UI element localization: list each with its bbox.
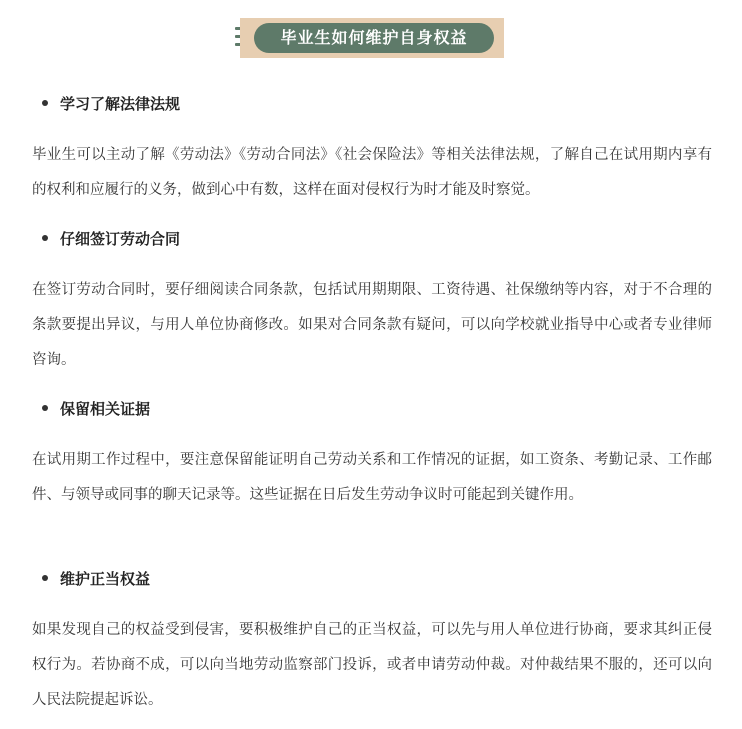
section-body-2: 在签订劳动合同时，要仔细阅读合同条款，包括试用期期限、工资待遇、社保缴纳等内容，对于不合理的条款要提出异议，与用人单位协商修改。如果对合同条款有疑问，可以向学校就业指导中心或者专业律师咨询。 bbox=[32, 282, 712, 368]
page-title: 毕业生如何维护自身权益 bbox=[254, 23, 494, 53]
bullet-icon bbox=[42, 235, 48, 241]
section-heading-4 bbox=[42, 568, 150, 590]
section-heading-text: 学习了解法律法规 bbox=[60, 95, 181, 113]
section-body-3: 在试用期工作过程中，要注意保留能证明自己劳动关系和工作情况的证据，如工资条、考勤记录、工作邮件、与领导或同事的聊天记录等。这些证据在日后发生劳动争议时可能起到关键作用。 bbox=[32, 452, 712, 503]
section-heading-1 bbox=[42, 93, 180, 115]
bullet-icon bbox=[42, 100, 48, 106]
section-heading-text: 仔细签订劳动合同 bbox=[60, 230, 181, 248]
section-body-1: 毕业生可以主动了解《劳动法》《劳动合同法》《社会保险法》等相关法律法规，了解自己在试用期内享有的权利和应履行的义务，做到心中有数，这样在面对侵权行为时才能及时察觉。 bbox=[32, 147, 712, 198]
section-heading-2 bbox=[42, 228, 180, 250]
section-body-4: 如果发现自己的权益受到侵害，要积极维护自己的正当权益，可以先与用人单位进行协商，要求其纠正侵权行为。若协商不成，可以向当地劳动监察部门投诉，或者申请劳动仲裁。对仲裁结果不服的，还可以向人民法院提起诉讼。 bbox=[32, 622, 712, 708]
section-heading-3 bbox=[42, 398, 150, 420]
section-heading-text: 维护正当权益 bbox=[60, 570, 151, 588]
bullet-icon bbox=[42, 575, 48, 581]
bullet-icon bbox=[42, 405, 48, 411]
title-banner bbox=[240, 18, 504, 58]
section-heading-text: 保留相关证据 bbox=[60, 400, 151, 418]
